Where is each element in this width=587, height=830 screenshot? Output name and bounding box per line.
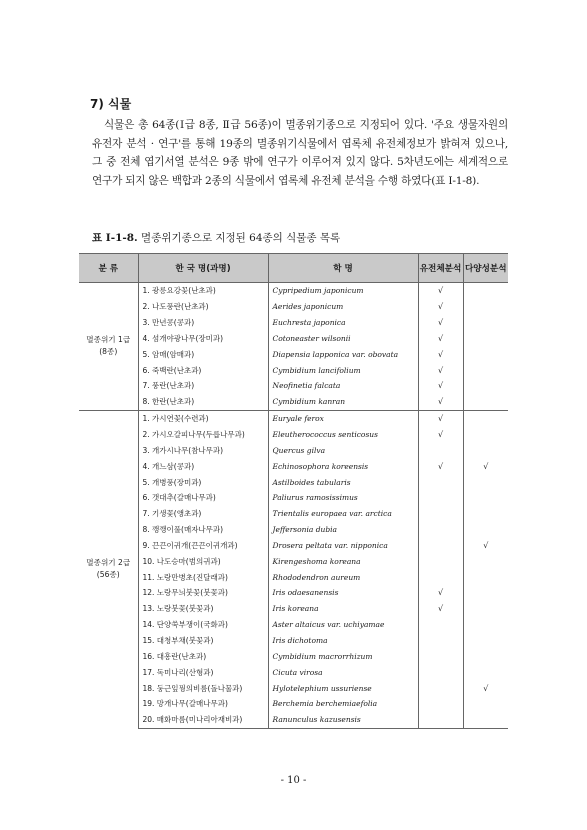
diversity-check-cell [463, 585, 508, 601]
scientific-name-cell: Eleutherococcus senticosus [268, 427, 418, 443]
genome-check-cell: √ [418, 427, 463, 443]
genome-check-cell [418, 696, 463, 712]
genome-check-cell [418, 664, 463, 680]
table-row [79, 648, 508, 664]
scientific-name-cell: Diapensia lapponica var. obovata [268, 346, 418, 362]
table-row [79, 442, 508, 458]
genome-check-cell [418, 553, 463, 569]
korean-name-cell: 8. 깽깽이풀(매자나무과) [138, 522, 268, 538]
scientific-name-cell: Paliurus ramosissimus [268, 490, 418, 506]
diversity-check-cell [463, 522, 508, 538]
table-row [79, 680, 508, 696]
genome-check-cell [418, 617, 463, 633]
genome-check-cell: √ [418, 410, 463, 426]
scientific-name-cell: Iris odaesanensis [268, 585, 418, 601]
diversity-check-cell: √ [483, 461, 489, 471]
diversity-check-cell [463, 410, 508, 426]
scientific-name-cell: Iris dichotoma [268, 633, 418, 649]
genome-check-cell: √ [418, 283, 463, 299]
korean-name-cell: 1. 가시연꽃(수련과) [138, 410, 268, 426]
korean-name-cell: 8. 한란(난초과) [138, 394, 268, 410]
section-heading: 7) 식물 [90, 97, 132, 111]
grade-label: 멸종위기 2급 [86, 558, 131, 568]
genome-check-cell [418, 569, 463, 585]
scientific-name-cell: Euchresta japonica [268, 315, 418, 331]
table-row [79, 553, 508, 569]
header-genome-analysis: 유전체분석 [418, 254, 463, 283]
korean-name-cell: 14. 단양쑥부쟁이(국화과) [138, 617, 268, 633]
grade-count: (56종) [96, 570, 120, 580]
table-row [79, 427, 508, 443]
genome-check-cell: √ [418, 331, 463, 347]
genome-check-cell [418, 522, 463, 538]
genome-check-cell: √ [418, 315, 463, 331]
scientific-name-cell: Aster altaicus var. uchiyamae [268, 617, 418, 633]
genome-check-cell [418, 490, 463, 506]
genome-check-cell [418, 506, 463, 522]
korean-name-cell: 3. 개가시나무(참나무과) [138, 442, 268, 458]
scientific-name-cell: Cotoneaster wilsonii [268, 331, 418, 347]
table-row [79, 458, 508, 474]
table-row [79, 696, 508, 712]
table-row [79, 410, 508, 426]
diversity-check-cell [463, 283, 508, 299]
diversity-check-cell [463, 362, 508, 378]
korean-name-cell: 19. 망개나무(갈매나무과) [138, 696, 268, 712]
table-row [79, 283, 508, 299]
table-row [79, 522, 508, 538]
korean-name-cell: 2. 나도풍란(난초과) [138, 299, 268, 315]
genome-check-cell: √ [418, 585, 463, 601]
genome-check-cell: √ [418, 394, 463, 410]
table-caption-text: 멸종위기종으로 지정된 64종의 식물종 목록 [141, 232, 341, 244]
korean-name-cell: 1. 광릉요강꽃(난초과) [138, 283, 268, 299]
table-row [79, 490, 508, 506]
scientific-name-cell: Astilboides tabularis [268, 474, 418, 490]
korean-name-cell: 6. 죽백란(난초과) [138, 362, 268, 378]
korean-name-cell: 9. 끈끈이귀개(끈끈이귀개과) [138, 538, 268, 554]
table-row [79, 712, 508, 728]
table-header-row [79, 254, 508, 283]
diversity-check-cell [463, 664, 508, 680]
scientific-name-cell: Hylotelephium ussuriense [268, 680, 418, 696]
diversity-check-cell [463, 601, 508, 617]
genome-check-cell [418, 712, 463, 728]
diversity-check-cell [463, 696, 508, 712]
scientific-name-cell: Trientalis europaea var. arctica [268, 506, 418, 522]
diversity-check-cell [463, 299, 508, 315]
table-row [79, 299, 508, 315]
table-row [79, 346, 508, 362]
scientific-name-cell: Cymbidium lancifolium [268, 362, 418, 378]
table-body [79, 283, 508, 729]
grade-count: (8종) [99, 347, 118, 357]
genome-check-cell [418, 474, 463, 490]
scientific-name-cell: Kirengeshoma koreana [268, 553, 418, 569]
korean-name-cell: 7. 풍란(난초과) [138, 378, 268, 394]
genome-check-cell: √ [418, 378, 463, 394]
header-diversity-analysis: 다양성분석 [463, 254, 508, 283]
diversity-check-cell [463, 633, 508, 649]
scientific-name-cell: Berchemia berchemiaefolia [268, 696, 418, 712]
header-category: 분 류 [79, 254, 138, 283]
diversity-check-cell [463, 506, 508, 522]
scientific-name-cell: Cicuta virosa [268, 664, 418, 680]
genome-check-cell [418, 633, 463, 649]
diversity-check-cell [463, 474, 508, 490]
scientific-name-cell: Euryale ferox [268, 410, 418, 426]
diversity-check-cell [463, 378, 508, 394]
scientific-name-cell: Neofinetia falcata [268, 378, 418, 394]
grade-label: 멸종위기 1급 [86, 335, 131, 345]
table-caption [92, 230, 340, 245]
korean-name-cell: 17. 독미나리(산형과) [138, 664, 268, 680]
scientific-name-cell: Cypripedium japonicum [268, 283, 418, 299]
species-table [79, 253, 508, 729]
table-row [79, 617, 508, 633]
genome-check-cell: √ [418, 601, 463, 617]
genome-check-cell: √ [418, 346, 463, 362]
table-row [79, 585, 508, 601]
diversity-check-cell [463, 617, 508, 633]
genome-check-cell: √ [418, 362, 463, 378]
korean-name-cell: 10. 나도승마(범의귀과) [138, 553, 268, 569]
table-row [79, 331, 508, 347]
diversity-check-cell [463, 442, 508, 458]
korean-name-cell: 4. 섬개야광나무(장미과) [138, 331, 268, 347]
korean-name-cell: 3. 만년콩(콩과) [138, 315, 268, 331]
scientific-name-cell: Aerides japonicum [268, 299, 418, 315]
korean-name-cell: 2. 가시오갈피나무(두릅나무과) [138, 427, 268, 443]
page-number: - 10 - [280, 775, 307, 786]
korean-name-cell: 16. 대흥란(난초과) [138, 648, 268, 664]
korean-name-cell: 5. 암매(암매과) [138, 346, 268, 362]
table-row [79, 394, 508, 410]
scientific-name-cell: Drosera peltata var. nipponica [268, 538, 418, 554]
table-row [79, 538, 508, 554]
table-row [79, 362, 508, 378]
korean-name-cell: 20. 매화마름(미나리아재비과) [138, 712, 268, 728]
scientific-name-cell: Iris koreana [268, 601, 418, 617]
diversity-check-cell [463, 553, 508, 569]
korean-name-cell: 18. 둥근잎꿩의비름(돌나물과) [138, 680, 268, 696]
diversity-check-cell [463, 346, 508, 362]
grade-cell [79, 283, 138, 411]
scientific-name-cell: Jeffersonia dubia [268, 522, 418, 538]
table-row [79, 569, 508, 585]
genome-check-cell [418, 648, 463, 664]
diversity-check-cell [463, 331, 508, 347]
diversity-check-cell [463, 648, 508, 664]
grade-cell [79, 410, 138, 728]
genome-check-cell [418, 538, 463, 554]
header-scientific-name: 학 명 [268, 254, 418, 283]
table-row [79, 315, 508, 331]
diversity-check-cell [463, 569, 508, 585]
diversity-check-cell [463, 490, 508, 506]
genome-check-cell: √ [418, 299, 463, 315]
diversity-check-cell: √ [483, 540, 489, 550]
diversity-check-cell [463, 394, 508, 410]
korean-name-cell: 13. 노랑붓꽃(붓꽃과) [138, 601, 268, 617]
diversity-check-cell [463, 315, 508, 331]
korean-name-cell: 6. 갯대추(갈매나무과) [138, 490, 268, 506]
scientific-name-cell: Rhododendron aureum [268, 569, 418, 585]
scientific-name-cell: Ranunculus kazusensis [268, 712, 418, 728]
korean-name-cell: 15. 대청부채(붓꽃과) [138, 633, 268, 649]
scientific-name-cell: Cymbidium kanran [268, 394, 418, 410]
table-row [79, 601, 508, 617]
genome-check-cell [418, 442, 463, 458]
table-row [79, 378, 508, 394]
table-row [79, 633, 508, 649]
korean-name-cell: 11. 노랑만병초(진달래과) [138, 569, 268, 585]
diversity-check-cell [463, 427, 508, 443]
table-row [79, 474, 508, 490]
section-paragraph: 식물은 총 64종(Ⅰ급 8종, Ⅱ급 56종)이 멸종위기종으로 지정되어 있다. '주요 생물자원의 유전자 분석 · 연구'를 통해 19종의 멸종위기식물에서 엽록체 유전체정보가 밝혀져 있으나, 그 중 전체 엽기서열 분석은 9종 밖에 연구가 이루어져 있지 않다. 5차년도에는 세계적으로 연구가 되지 않은 백합과 2종의 식물에서 엽록체 유전체 분석을 수행 하였다(표 Ⅰ-1-8). [92, 119, 508, 187]
scientific-name-cell: Quercus gilva [268, 442, 418, 458]
korean-name-cell: 7. 기생꽃(앵초과) [138, 506, 268, 522]
header-korean-name: 한 국 명(과명) [138, 254, 268, 283]
scientific-name-cell: Echinosophora koreensis [268, 458, 418, 474]
genome-check-cell [418, 680, 463, 696]
table-caption-number: 표 Ⅰ-1-8. [92, 232, 138, 244]
table-row [79, 664, 508, 680]
korean-name-cell: 4. 개느삼(콩과) [138, 458, 268, 474]
table-row [79, 506, 508, 522]
korean-name-cell: 5. 개병풍(장미과) [138, 474, 268, 490]
korean-name-cell: 12. 노랑무늬붓꽃(붓꽃과) [138, 585, 268, 601]
scientific-name-cell: Cymbidium macrorrhizum [268, 648, 418, 664]
genome-check-cell: √ [418, 458, 463, 474]
diversity-check-cell: √ [483, 683, 489, 693]
diversity-check-cell [463, 712, 508, 728]
